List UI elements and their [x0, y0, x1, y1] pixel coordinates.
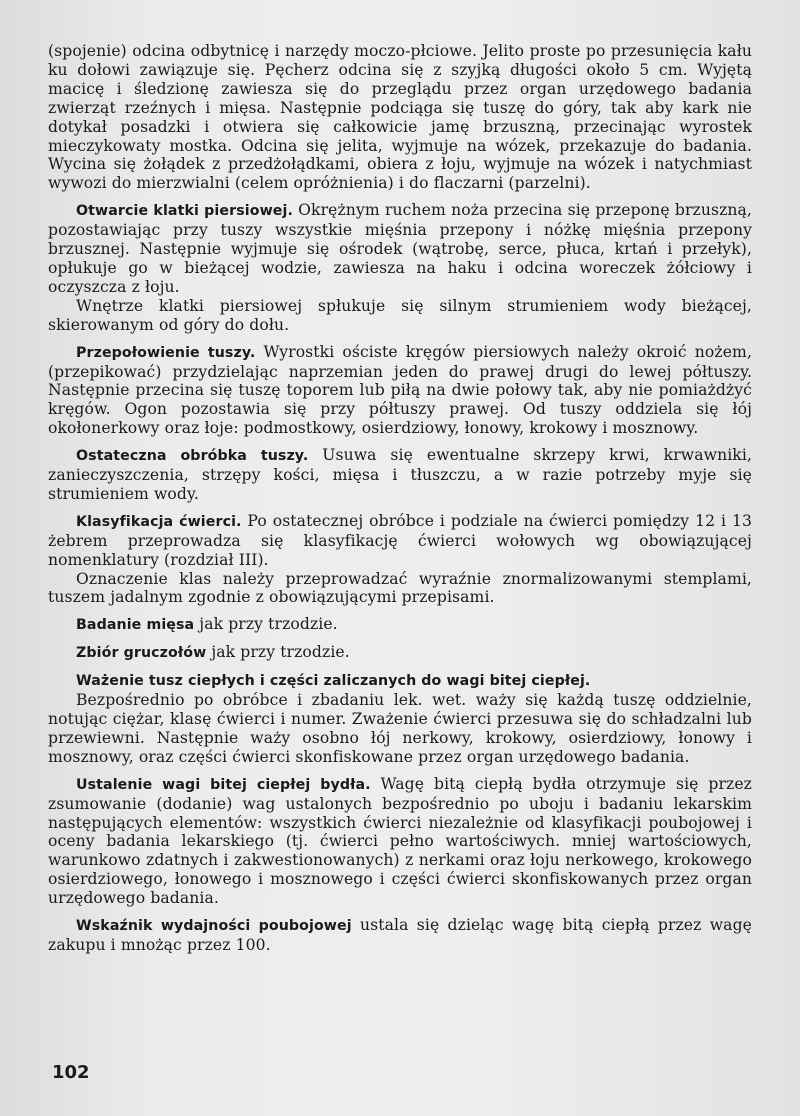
section-obrobka: [48, 446, 752, 504]
heading-wazenie: Ważenie tusz ciepłych i części zaliczanych do wagi bitej ciepłej.: [76, 673, 591, 690]
section-klatka: [48, 201, 752, 297]
heading-klasyfikacja: Klasyfikacja ćwierci.: [76, 513, 242, 530]
text-przepolowienie: Wyrostki ościste kręgów piersiowych należy okroić nożem, (przepikować) przydzielając naprzemian jeden do prawej drugi do lewej półtuszy. Następnie przecina się tuszę toporem lub piłą na dwie połowy tak, aby nie pomiażdżyć kręgów. Ogon pozostawia się przy półtuszy prawej. Od tuszy oddziela się łój okołonerkowy oraz łoje: podmostkowy, osierdziowy, łonowy, krokowy i mosznowy.: [48, 342, 752, 438]
page-number: 102: [52, 1062, 90, 1083]
text-obrobka: Usuwa się ewentualne skrzepy krwi, krwawniki, zanieczyszczenia, strzępy kości, mięsa i tłuszczu, a w razie potrzeby myje się strumieniem wody.: [48, 446, 753, 503]
heading-badanie: Badanie mięsa: [76, 617, 195, 634]
section-przepolowienie: [48, 343, 752, 439]
text-zbior: jak przy trzodzie.: [206, 643, 350, 662]
heading-zbior: Zbiór gruczołów: [76, 645, 207, 662]
section-klatka-2: [48, 297, 752, 335]
section-klasyfikacja: [48, 512, 752, 570]
heading-klatka: Otwarcie klatki piersiowej.: [76, 203, 293, 220]
section-wazenie-heading: [48, 671, 752, 691]
text-ustalenie: Wagę bitą ciepłą bydła otrzymuje się przez zsumowanie (dodanie) wag ustalonych bezpośrednio po uboju i badaniu lekarskim następujących elementów: wszystkich ćwierci niezależnie od klasyfikacji poubojowej i oceny badania lekarskiego (tj. ćwierci pełno wartościwych. mniej wartościowych, warunkowo zdatnych i zakwestionowanych) z nerkami oraz łoju nerkowego, krokowego osierdziowego, łonowego i mosznowego i części ćwierci skonfiskowanych przez organ urzędowego badania.: [48, 774, 752, 908]
text-klatka: Okrężnym ruchem noża przecina się przeponę brzuszną, pozostawiając przy tuszy wszystkie mięśnia przepony i nóżkę mięśnia przepony brzusznej. Następnie wyjmuje się ośrodek (wątrobę, serce, płuca, krtań i przełyk), opłukuje go w bieżącej wodzie, zawiesza na haku i odcina woreczek żółciowy i oczyszcza z łoju.: [48, 201, 752, 296]
text-wazenie: Bezpośrednio po obróbce i zbadaniu lek. wet. waży się każdą tuszę oddzielnie, notując ciężar, klasę ćwierci i numer. Zważenie ćwierci przesuwa się do schładzalni lub przewiewni. Następnie waży osobno łój nerkowy, krokowy, osierdziowy, łonowy i mosznowy, oraz części ćwierci skonfiskowane przez organ urzędowego badania.: [48, 691, 752, 766]
heading-przepolowienie: Przepołowienie tuszy.: [76, 344, 256, 361]
text-klasyfikacja: Po ostatecznej obróbce i podziale na ćwierci pomiędzy 12 i 13 żebrem przeprowadza się klasyfikację ćwierci wołowych wg obowiązującej nomenklatury (rozdział III).: [48, 511, 752, 569]
section-ustalenie: [48, 775, 752, 908]
section-zbior: [48, 643, 752, 663]
page-content: [48, 42, 752, 955]
text-wskaznik: ustala się dzieląc wagę bitą ciepłą przez wagę zakupu i mnożąc przez 100.: [48, 916, 752, 954]
heading-ustalenie: Ustalenie wagi bitej ciepłej bydła.: [76, 776, 371, 793]
heading-wskaznik: Wskaźnik wydajności poubojowej: [76, 918, 352, 935]
text-klasyfikacja-2: Oznaczenie klas należy przeprowadzać wyraźnie znormalizowanymi stemplami, tuszem jadalnym zgodnie z obowiązującymi przepisami.: [48, 569, 752, 607]
intro-paragraph: [48, 42, 752, 193]
intro-text: (spojenie) odcina odbytnicę i narzędy moczo-płciowe. Jelito proste po przesunięcia kału ku dołowi zawiązuje się. Pęcherz odcina się z szyjką długości około 5 cm. Wyjętą macicę i śledzionę zawiesza się do przeglądu przez organ urzędowego badania zwierząt rzeźnych i mięsa. Następnie podciąga się tuszę do góry, tak aby kark nie dotykał posadzki i otwiera się całkowicie jamę brzuszną, przecinając wyrostek mieczykowaty mostka. Odcina się jelita, wyjmuje na wózek, przekazuje do badania. Wycina się żołądek z przedżołądkami, obiera z łoju, wyjmuje na wózek i natychmiast wywozi do mierzwialni (celem opróżnienia) i do flaczarni (parzelni).: [48, 42, 752, 193]
section-badanie: [48, 615, 752, 635]
section-wazenie: [48, 691, 752, 767]
heading-obrobka: Ostateczna obróbka tuszy.: [76, 448, 309, 465]
section-klasyfikacja-2: [48, 570, 752, 608]
text-klatka-2: Wnętrze klatki piersiowej spłukuje się silnym strumieniem wody bieżącej, skierowanym od góry do dołu.: [48, 296, 752, 334]
text-badanie: jak przy trzodzie.: [194, 615, 338, 634]
section-wskaznik: [48, 916, 752, 955]
